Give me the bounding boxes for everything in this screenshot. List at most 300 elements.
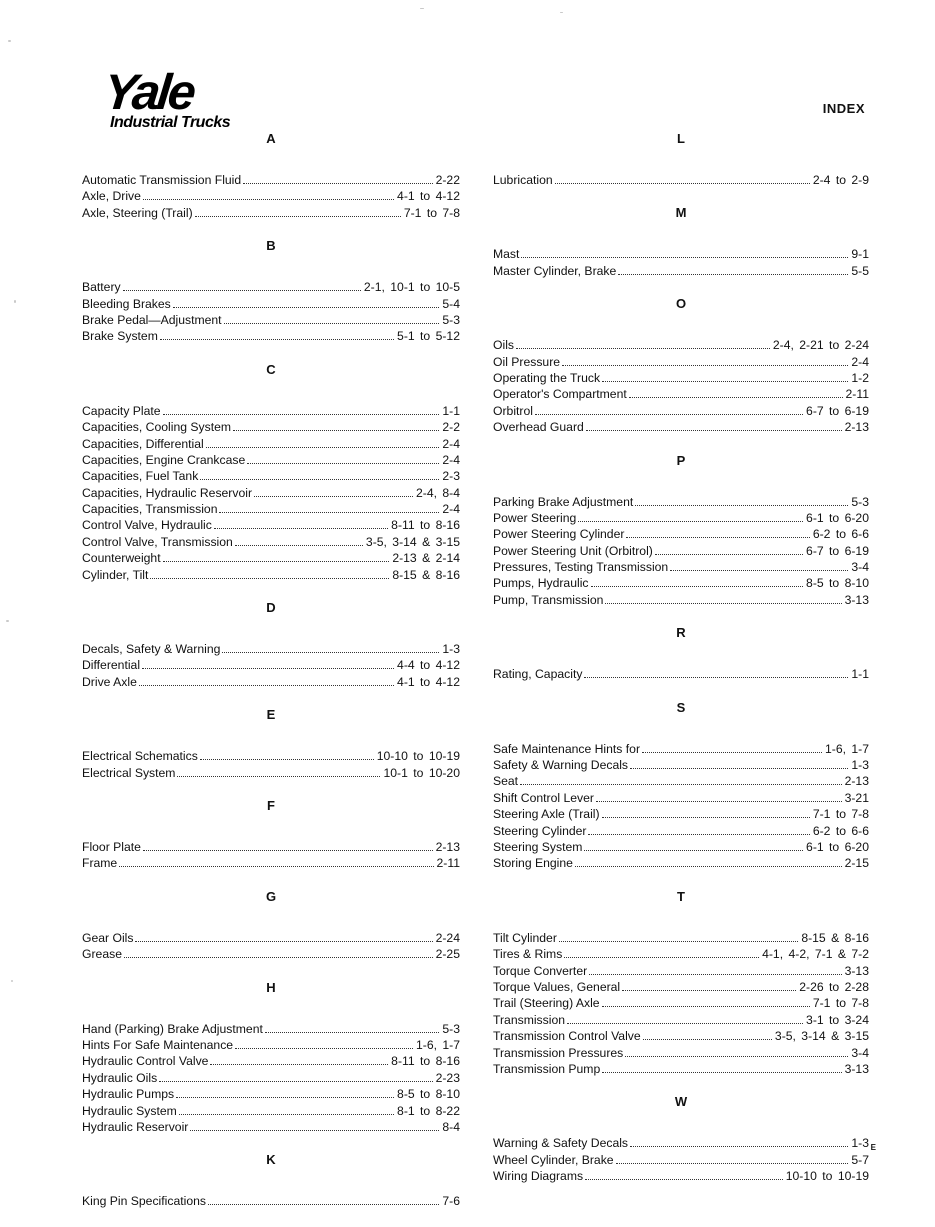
index-entry — [82, 205, 460, 221]
index-entry — [493, 963, 869, 979]
dot-leader — [670, 570, 848, 571]
section-letter: R — [676, 625, 686, 641]
entry-label: Capacities, Engine Crankcase — [82, 452, 246, 467]
entry-list — [82, 641, 460, 690]
entry-label: Brake System — [82, 329, 158, 344]
index-section — [493, 453, 869, 609]
entry-list — [82, 279, 460, 345]
index-entry — [82, 1193, 460, 1209]
entry-label: Overhead Guard — [493, 420, 584, 435]
entry-page: 3-4 — [851, 560, 869, 575]
logo-tagline: Industrial Trucks — [110, 114, 231, 131]
entry-page: 2-2 — [442, 420, 460, 435]
entry-label: Drive Axle — [82, 674, 137, 689]
index-entry — [82, 1037, 460, 1053]
dot-leader — [224, 323, 440, 324]
entry-page: 3-13 — [844, 963, 869, 978]
dot-leader — [516, 348, 770, 349]
index-section — [493, 296, 869, 435]
entry-list — [82, 1021, 460, 1136]
entry-page: 8-4 — [442, 1119, 460, 1134]
dot-leader — [630, 1146, 848, 1147]
index-entry — [493, 790, 869, 806]
index-entry — [493, 839, 869, 855]
entry-page: 5-5 — [851, 263, 869, 278]
entry-label: Axle, Drive — [82, 189, 141, 204]
index-entry — [82, 534, 460, 550]
entry-page: 3-5, 3-14 & 3-15 — [774, 1029, 869, 1044]
entry-page: 1-3 — [442, 642, 460, 657]
dot-leader — [585, 1179, 783, 1180]
section-letter: B — [266, 238, 276, 254]
index-entry — [493, 575, 869, 591]
dot-leader — [588, 834, 809, 835]
entry-page: 3-13 — [844, 1061, 869, 1076]
entry-list — [493, 741, 869, 872]
entry-label: Electrical Schematics — [82, 749, 198, 764]
index-entry — [82, 452, 460, 468]
dot-leader — [629, 397, 843, 398]
index-entry — [493, 741, 869, 757]
entry-page: 4-1 to 4-12 — [397, 674, 460, 689]
index-entry — [82, 674, 460, 690]
dot-leader — [591, 586, 804, 587]
entry-page: 8-5 to 8-10 — [397, 1087, 460, 1102]
logo-brand: Yale — [101, 64, 196, 120]
index-section — [82, 980, 460, 1136]
page-title: INDEX — [822, 101, 865, 116]
entry-label: Hydraulic Oils — [82, 1070, 158, 1085]
entry-list — [493, 930, 869, 1078]
scan-speck — [6, 620, 9, 622]
index-section — [82, 889, 460, 963]
dot-leader — [622, 990, 796, 991]
index-entry — [82, 550, 460, 566]
index-entry — [493, 403, 869, 419]
entry-page: 4-1, 4-2, 7-1 & 7-2 — [762, 947, 869, 962]
yale-logo — [101, 64, 264, 132]
entry-label: Hand (Parking) Brake Adjustment — [82, 1021, 263, 1036]
entry-page: 2-13 & 2-14 — [392, 551, 460, 566]
entry-label: Operating the Truck — [493, 370, 601, 385]
entry-page: 2-4 — [442, 436, 460, 451]
entry-list — [493, 172, 869, 188]
dot-leader — [602, 1006, 810, 1007]
index-entry — [82, 946, 460, 962]
dot-leader — [160, 339, 394, 340]
dot-leader — [179, 1114, 394, 1115]
dot-leader — [586, 430, 842, 431]
entry-label: Steering System — [493, 839, 583, 854]
section-letter: T — [677, 888, 685, 904]
scan-speck — [14, 300, 16, 303]
dot-leader — [219, 512, 439, 513]
entry-label: Differential — [82, 658, 141, 673]
index-entry — [493, 386, 869, 402]
entry-label: Storing Engine — [493, 856, 573, 871]
entry-label: Torque Values, General — [493, 979, 621, 994]
entry-label: Brake Pedal—Adjustment — [82, 312, 222, 327]
index-entry — [493, 592, 869, 608]
dot-leader — [190, 1130, 439, 1131]
entry-page: 2-25 — [435, 947, 460, 962]
index-entry — [493, 946, 869, 962]
section-letter: S — [676, 699, 686, 715]
index-entry — [493, 979, 869, 995]
entry-page: 10-10 to 10-19 — [376, 749, 460, 764]
entry-page: 1-3 — [851, 758, 869, 773]
entry-page: 7-1 to 7-8 — [812, 996, 869, 1011]
entry-list — [493, 494, 869, 609]
entry-page: 1-6, 1-7 — [824, 741, 869, 756]
entry-label: Transmission Pressures — [493, 1045, 624, 1060]
index-entry — [493, 526, 869, 542]
dot-leader — [578, 521, 803, 522]
entry-page: 6-1 to 6-20 — [806, 839, 869, 854]
section-letter: W — [674, 1094, 688, 1110]
index-entry — [82, 172, 460, 188]
entry-label: Capacities, Cooling System — [82, 420, 232, 435]
dot-leader — [177, 776, 380, 777]
index-entry — [493, 543, 869, 559]
entry-label: Bleeding Brakes — [82, 296, 171, 311]
entry-label: Hydraulic System — [82, 1103, 177, 1118]
index-entry — [82, 1053, 460, 1069]
dot-leader — [208, 1204, 439, 1205]
section-letter: O — [675, 296, 687, 312]
entry-label: Oils — [493, 338, 514, 353]
entry-list — [82, 839, 460, 872]
index-entry — [82, 567, 460, 583]
entry-label: Control Valve, Hydraulic — [82, 518, 212, 533]
entry-page: 2-4 — [851, 354, 869, 369]
dot-leader — [135, 941, 432, 942]
entry-label: Hydraulic Control Valve — [82, 1054, 209, 1069]
entry-page: 2-4 to 2-9 — [812, 173, 869, 187]
scan-speck — [420, 8, 424, 9]
dot-leader — [163, 414, 440, 415]
entry-label: Automatic Transmission Fluid — [82, 173, 242, 187]
entry-page: 2-11 — [436, 856, 460, 871]
dot-leader — [635, 505, 848, 506]
index-entry — [82, 279, 460, 295]
dot-leader — [143, 199, 394, 200]
index-entry — [493, 757, 869, 773]
index-entry — [82, 855, 460, 871]
scan-speck — [560, 12, 563, 13]
index-section — [82, 1152, 460, 1209]
dot-leader — [618, 274, 848, 275]
entry-label: Cylinder, Tilt — [82, 567, 149, 582]
dot-leader — [625, 1056, 848, 1057]
index-section — [493, 700, 869, 872]
entry-page: 8-11 to 8-16 — [391, 1054, 460, 1069]
entry-label: Frame — [82, 856, 118, 871]
entry-page: 1-3 — [851, 1136, 869, 1151]
section-letter: L — [677, 131, 685, 146]
entry-page: 6-7 to 6-19 — [806, 543, 869, 558]
entry-list — [82, 1193, 460, 1209]
section-letter: G — [265, 888, 277, 904]
dot-leader — [575, 866, 842, 867]
dot-leader — [616, 1163, 849, 1164]
index-entry — [493, 823, 869, 839]
dot-leader — [195, 216, 401, 217]
index-entry — [493, 1045, 869, 1061]
index-section — [82, 707, 460, 781]
index-entry — [493, 995, 869, 1011]
index-entry — [493, 930, 869, 946]
index-entry — [493, 1012, 869, 1028]
entry-label: Capacities, Differential — [82, 436, 204, 451]
entry-page: 2-13 — [844, 420, 869, 435]
entry-label: Rating, Capacity — [493, 667, 583, 682]
index-entry — [493, 354, 869, 370]
entry-page: 2-23 — [435, 1070, 460, 1085]
index-entry — [493, 559, 869, 575]
entry-page: 2-4, 8-4 — [415, 485, 460, 500]
index-entry — [82, 517, 460, 533]
index-entry — [82, 839, 460, 855]
entry-page: 1-2 — [851, 370, 869, 385]
entry-list — [82, 748, 460, 781]
index-section — [82, 131, 460, 221]
dot-leader — [233, 430, 439, 431]
entry-label: King Pin Specifications — [82, 1194, 206, 1209]
entry-label: Tires & Rims — [493, 947, 563, 962]
dot-leader — [630, 768, 848, 769]
index-entry — [82, 328, 460, 344]
entry-page: 3-1 to 3-24 — [806, 1012, 869, 1027]
dot-leader — [143, 850, 433, 851]
entry-page: 5-4 — [442, 296, 460, 311]
entry-label: Master Cylinder, Brake — [493, 263, 617, 278]
entry-label: Pump, Transmission — [493, 592, 604, 607]
entry-page: 1-1 — [442, 403, 460, 418]
entry-label: Capacities, Hydraulic Reservoir — [82, 485, 253, 500]
index-entry — [493, 1135, 869, 1151]
index-entry — [493, 855, 869, 871]
dot-leader — [159, 1081, 432, 1082]
entry-page: 8-15 & 8-16 — [392, 567, 460, 582]
entry-label: Seat — [493, 774, 519, 789]
entry-label: Safe Maintenance Hints for — [493, 741, 641, 756]
index-entry — [82, 419, 460, 435]
dot-leader — [655, 554, 803, 555]
dot-leader — [247, 463, 439, 464]
entry-page: 8-1 to 8-22 — [397, 1103, 460, 1118]
entry-label: Counterweight — [82, 551, 161, 566]
entry-page: 7-1 to 7-8 — [812, 807, 869, 822]
entry-page: 1-6, 1-7 — [415, 1037, 460, 1052]
entry-list — [493, 246, 869, 279]
entry-label: Wiring Diagrams — [493, 1169, 584, 1184]
entry-page: 10-1 to 10-20 — [383, 765, 460, 780]
entry-list — [493, 666, 869, 682]
section-letter: M — [675, 205, 687, 221]
entry-page: 2-15 — [844, 856, 869, 871]
entry-page: 8-5 to 8-10 — [806, 576, 869, 591]
index-entry — [493, 510, 869, 526]
index-entry — [493, 419, 869, 435]
entry-label: Floor Plate — [82, 839, 141, 854]
entry-page: 2-13 — [844, 774, 869, 789]
entry-label: Transmission — [493, 1012, 566, 1027]
index-column-left — [82, 131, 460, 1227]
index-entry — [82, 1119, 460, 1135]
entry-label: Decals, Safety & Warning — [82, 642, 221, 657]
dot-leader — [567, 1023, 803, 1024]
entry-page: 2-26 to 2-28 — [799, 979, 869, 994]
entry-label: Capacities, Fuel Tank — [82, 469, 199, 484]
entry-page: 6-2 to 6-6 — [812, 823, 869, 838]
dot-leader — [602, 1072, 841, 1073]
entry-page: 5-1 to 5-12 — [397, 329, 460, 344]
index-entry — [82, 748, 460, 764]
index-entry — [493, 494, 869, 510]
index-entry — [493, 806, 869, 822]
entry-page: 3-4 — [851, 1045, 869, 1060]
dot-leader — [243, 183, 432, 184]
index-entry — [493, 246, 869, 262]
dot-leader — [562, 365, 848, 366]
entry-page: 3-5, 3-14 & 3-15 — [365, 534, 460, 549]
entry-label: Hydraulic Reservoir — [82, 1119, 189, 1134]
entry-label: Capacity Plate — [82, 403, 161, 418]
index-entry — [493, 172, 869, 188]
entry-label: Safety & Warning Decals — [493, 758, 629, 773]
entry-label: Battery — [82, 280, 121, 295]
entry-page: 9-1 — [851, 247, 869, 262]
entry-list — [82, 403, 460, 583]
entry-label: Power Steering Unit (Orbitrol) — [493, 543, 653, 558]
dot-leader — [555, 183, 810, 184]
dot-leader — [602, 381, 848, 382]
dot-leader — [521, 257, 848, 258]
entry-label: Steering Cylinder — [493, 823, 587, 838]
dot-leader — [150, 578, 389, 579]
index-entry — [82, 1070, 460, 1086]
index-section — [493, 625, 869, 682]
dot-leader — [214, 528, 388, 529]
dot-leader — [643, 1039, 772, 1040]
entry-label: Gear Oils — [82, 930, 134, 945]
entry-page: 5-3 — [851, 494, 869, 509]
entry-page: 7-1 to 7-8 — [403, 205, 460, 220]
index-entry — [82, 1021, 460, 1037]
index-entry — [493, 1028, 869, 1044]
entry-label: Axle, Steering (Trail) — [82, 205, 193, 220]
index-entry — [82, 468, 460, 484]
index-entry — [82, 765, 460, 781]
entry-page: 2-4 — [442, 502, 460, 517]
dot-leader — [222, 652, 439, 653]
section-letter: P — [676, 452, 686, 468]
entry-page: 2-3 — [442, 469, 460, 484]
entry-page: 10-10 to 10-19 — [785, 1169, 869, 1184]
index-section — [82, 238, 460, 345]
entry-label: Trail (Steering) Axle — [493, 996, 600, 1011]
entry-list — [493, 337, 869, 435]
entry-label: Grease — [82, 947, 122, 962]
entry-label: Lubrication — [493, 173, 553, 187]
index-section — [493, 889, 869, 1078]
index-entry — [493, 773, 869, 789]
dot-leader — [559, 941, 798, 942]
dot-leader — [265, 1032, 440, 1033]
entry-page: 3-21 — [844, 790, 869, 805]
entry-label: Mast — [493, 247, 520, 262]
entry-label: Pressures, Testing Transmission — [493, 560, 669, 575]
dot-leader — [142, 668, 394, 669]
entry-label: Wheel Cylinder, Brake — [493, 1152, 614, 1167]
section-letter: F — [267, 797, 275, 813]
dot-leader — [124, 957, 433, 958]
entry-page: 2-11 — [845, 387, 869, 402]
index-entry — [82, 930, 460, 946]
entry-page: 5-7 — [851, 1152, 869, 1167]
dot-leader — [584, 850, 803, 851]
entry-page: 5-3 — [442, 312, 460, 327]
entry-list — [82, 930, 460, 963]
entry-label: Electrical System — [82, 765, 176, 780]
entry-label: Capacities, Transmission — [82, 502, 218, 517]
entry-label: Shift Control Lever — [493, 790, 594, 805]
index-section — [493, 205, 869, 279]
index-entry — [493, 370, 869, 386]
entry-page: 2-24 — [435, 930, 460, 945]
scan-speck — [11, 980, 13, 982]
entry-label: Pumps, Hydraulic — [493, 576, 589, 591]
dot-leader — [535, 414, 803, 415]
index-entry — [493, 666, 869, 682]
dot-leader — [235, 545, 363, 546]
index-section — [82, 362, 460, 583]
entry-label: Steering Axle (Trail) — [493, 807, 600, 822]
dot-leader — [123, 290, 361, 291]
entry-label: Hydraulic Pumps — [82, 1087, 175, 1102]
entry-label: Operator's Compartment — [493, 387, 627, 402]
section-letter: H — [266, 979, 276, 995]
index-section — [82, 798, 460, 872]
entry-page: 1-1 — [851, 667, 869, 682]
entry-page: 3-13 — [844, 592, 869, 607]
index-entry — [82, 485, 460, 501]
index-entry — [82, 312, 460, 328]
section-letter: E — [266, 707, 276, 723]
section-letter: D — [266, 600, 276, 616]
dot-leader — [589, 974, 841, 975]
entry-label: Transmission Pump — [493, 1061, 601, 1076]
index-section — [493, 131, 869, 188]
entry-page: 8-15 & 8-16 — [801, 930, 869, 945]
index-entry — [493, 263, 869, 279]
dot-leader — [626, 537, 809, 538]
dot-leader — [605, 603, 841, 604]
entry-label: Warning & Safety Decals — [493, 1136, 629, 1151]
dot-leader — [139, 685, 394, 686]
index-column-right — [493, 131, 869, 1201]
entry-page: 2-4, 2-21 to 2-24 — [772, 338, 869, 353]
index-entry — [82, 296, 460, 312]
entry-page: 4-1 to 4-12 — [397, 189, 460, 204]
scan-speck — [8, 40, 11, 42]
dot-leader — [520, 784, 842, 785]
dot-leader — [210, 1064, 388, 1065]
index-entry — [82, 657, 460, 673]
entry-page: 5-3 — [442, 1021, 460, 1036]
dot-leader — [176, 1097, 394, 1098]
